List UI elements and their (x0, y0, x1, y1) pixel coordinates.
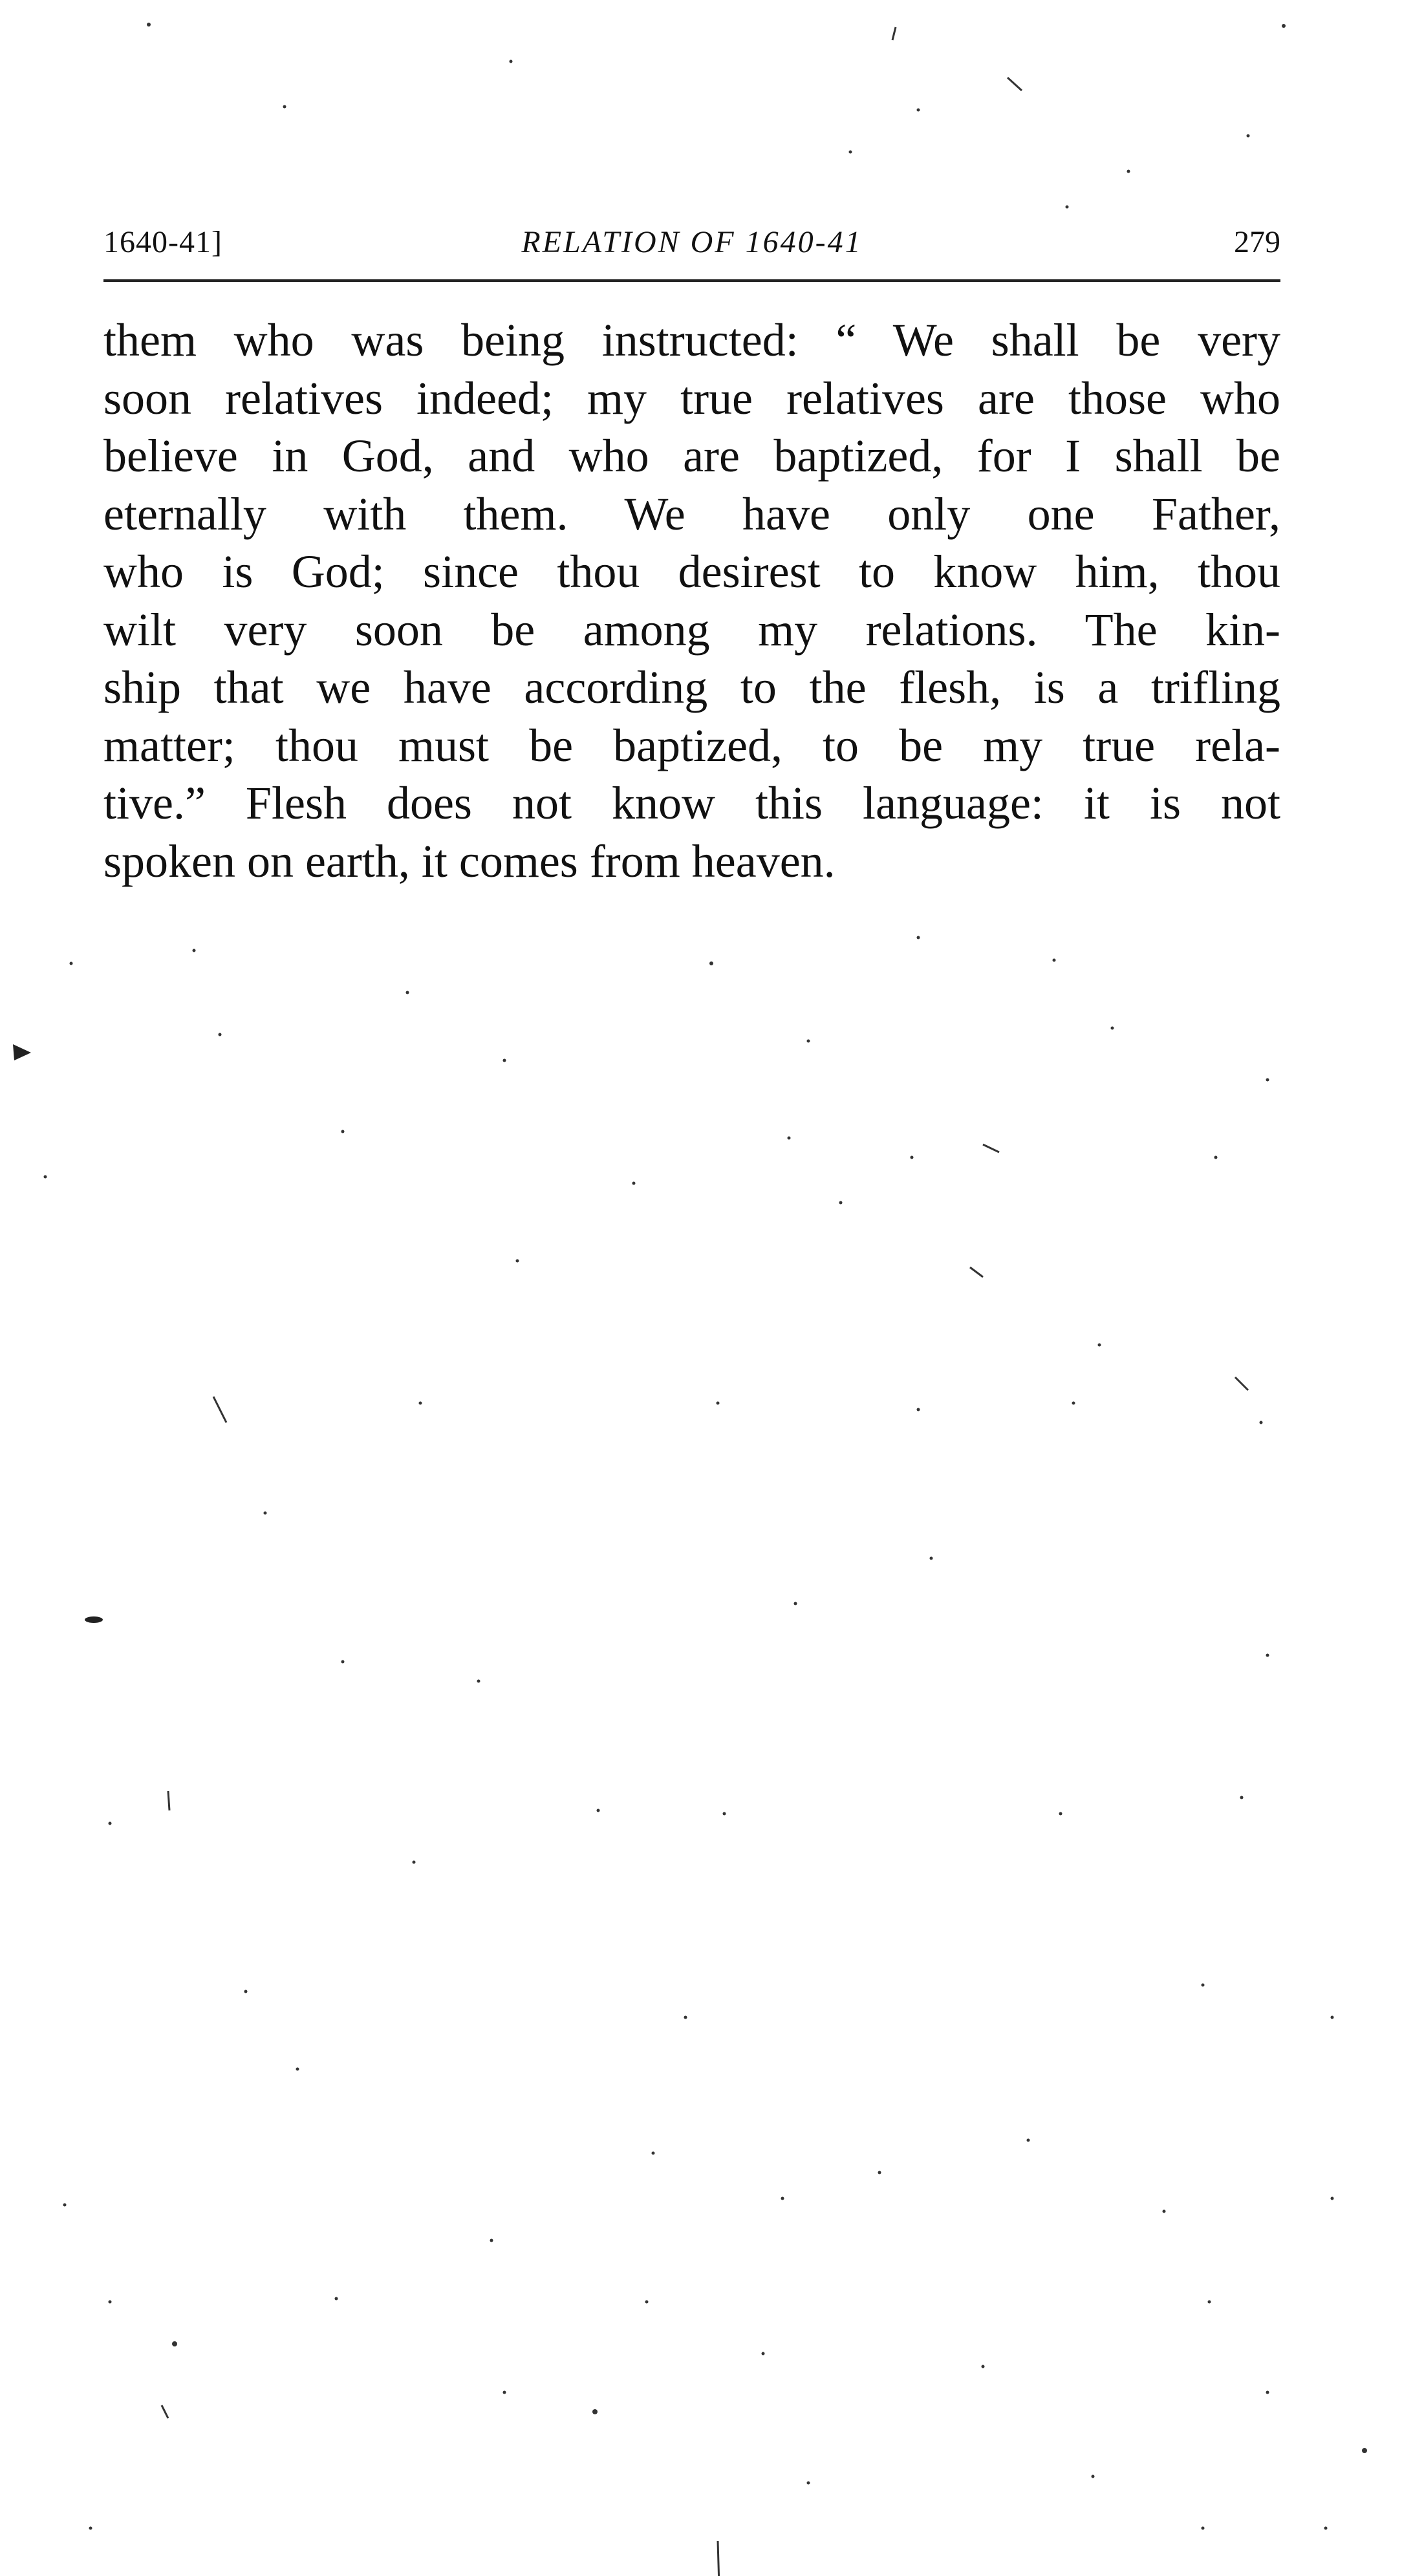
running-head-title: RELATION OF 1640-41 (521, 225, 863, 259)
running-head (103, 213, 1280, 272)
text-line: eternally with them. We have only one Father, (103, 488, 1280, 540)
text-line: soon relatives indeed; my true relatives are those who (103, 372, 1280, 424)
text-line: who is God; since thou desirest to know him, thou (103, 546, 1280, 597)
text-line: ship that we have according to the flesh, is a trifling (103, 661, 1280, 713)
text-line: them who was being instructed: “ We shall be very (103, 314, 1280, 366)
text-line: tive.” Flesh does not know this language: it is not (103, 777, 1280, 829)
body-paragraph (103, 312, 1280, 890)
header-rule (103, 279, 1280, 282)
page-number: 279 (1234, 225, 1280, 259)
text-line: matter; thou must be baptized, to be my true rela- (103, 719, 1280, 771)
text-line: wilt very soon be among my relations. The kin- (103, 603, 1280, 656)
text-line: believe in God, and who are baptized, for I shall be (103, 430, 1280, 482)
running-head-date-range: 1640-41] (103, 225, 222, 259)
text-line-last: spoken on earth, it comes from heaven. (103, 835, 836, 887)
